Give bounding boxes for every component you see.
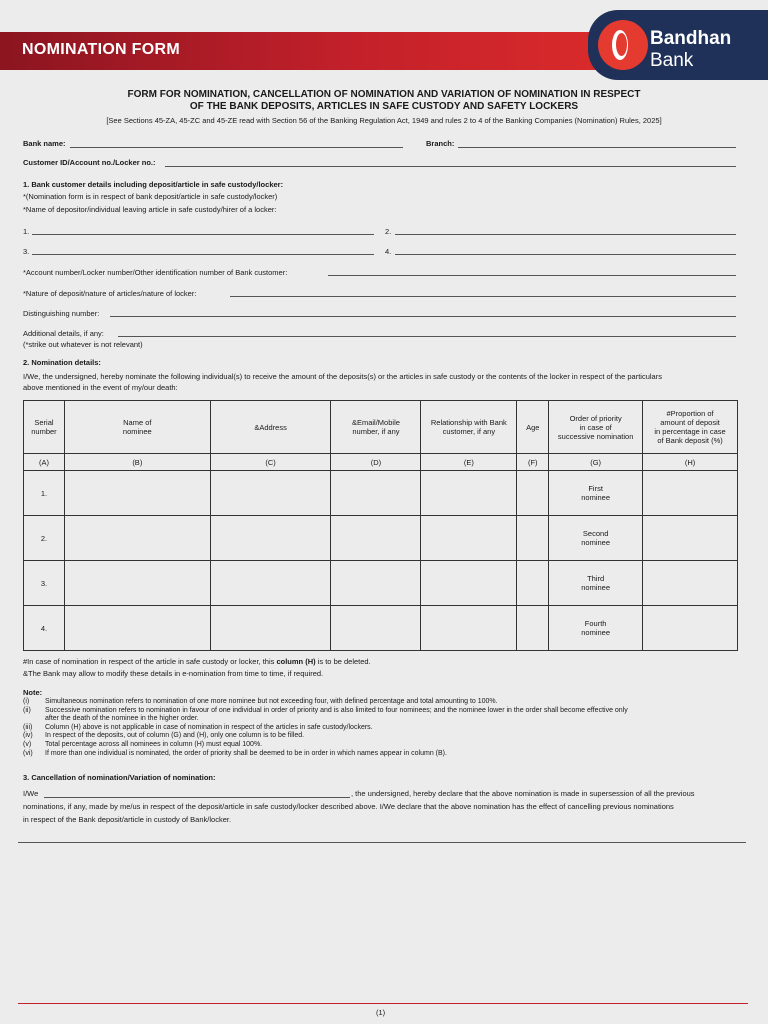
- section2-para-line1: I/We, the undersigned, hereby nominate the following individual(s) to receive the amount of the deposits(s) or the articles in safe custody or the contents of the locker in respect of the particulars: [23, 372, 662, 381]
- depositor-1-label: 1.: [23, 227, 30, 236]
- priority-cell: First nominee: [549, 471, 643, 516]
- section1-heading: 1. Bank customer details including deposit/article in safe custody/locker:: [23, 180, 284, 189]
- section3-line2: nominations, if any, made by me/us in respect of the deposit/article in safe custody/locker described above. I/We declare that the above nomination has the effect of cancelling previous nominations: [23, 802, 674, 811]
- letter-e: (E): [421, 454, 517, 471]
- note-item: (ii) Successive nomination refers to nomination in favour of one individual in order of priority and is also limited to four nominees; and the nominee lower in the order shall become effective only: [23, 706, 628, 714]
- table-header-row: [24, 401, 738, 454]
- logo-text-line1: Bandhan: [650, 28, 732, 49]
- table-letter-row: [24, 454, 738, 471]
- header-name: Name of nominee: [64, 401, 210, 454]
- notes-heading: Note:: [23, 688, 43, 697]
- email-cell[interactable]: [331, 516, 421, 561]
- address-cell[interactable]: [210, 561, 331, 606]
- section3-heading: 3. Cancellation of nomination/Variation of nomination:: [23, 773, 216, 782]
- relationship-cell[interactable]: [421, 606, 517, 651]
- header-proportion: #Proportion of amount of deposit in percentage in case of Bank deposit (%): [643, 401, 738, 454]
- note-item: after the death of the nominee in the higher order.: [45, 715, 199, 723]
- letter-d: (D): [331, 454, 421, 471]
- nominee-name-cell[interactable]: [64, 561, 210, 606]
- letter-f: (F): [517, 454, 549, 471]
- account-number-label: *Account number/Locker number/Other identification number of Bank customer:: [23, 268, 288, 277]
- note-item: (v) Total percentage across all nominees in column (H) must equal 100%.: [23, 740, 263, 748]
- depositor-2-field[interactable]: [395, 234, 736, 235]
- depositor-3-label: 3.: [23, 247, 30, 256]
- footer-divider: [18, 1003, 748, 1004]
- address-cell[interactable]: [210, 471, 331, 516]
- section3-line1: , the undersigned, hereby declare that the above nomination is made in supersession of all the previous: [351, 789, 695, 798]
- age-cell[interactable]: [517, 516, 549, 561]
- header-relationship: Relationship with Bank customer, if any: [421, 401, 517, 454]
- letter-g: (G): [549, 454, 643, 471]
- note-item: (iii) Column (H) above is not applicable in case of nomination in respect of the articles in safe custody/lockers.: [23, 723, 373, 731]
- relationship-cell[interactable]: [421, 516, 517, 561]
- relationship-cell[interactable]: [421, 471, 517, 516]
- logo-mark-icon: [598, 20, 648, 70]
- header-priority: Order of priority in case of successive nomination: [549, 401, 643, 454]
- section3-iwe: I/We: [23, 789, 39, 798]
- row-serial: 3.: [24, 561, 65, 606]
- form-title-line2: OF THE BANK DEPOSITS, ARTICLES IN SAFE CUSTODY AND SAFETY LOCKERS: [189, 101, 579, 112]
- note-item: (i) Simultaneous nomination refers to nomination of one more nominee but not exceeding four, with defined percentage and total amounting to 100%.: [23, 698, 498, 705]
- email-cell[interactable]: [331, 471, 421, 516]
- customer-id-label: Customer ID/Account no./Locker no.:: [23, 158, 156, 167]
- strike-note: (*strike out whatever is not relevant): [23, 340, 143, 349]
- relationship-cell[interactable]: [421, 561, 517, 606]
- depositor-1-field[interactable]: [32, 234, 374, 235]
- nominee-name-cell[interactable]: [64, 516, 210, 561]
- letter-a: (A): [24, 454, 65, 471]
- row-serial: 1.: [24, 471, 65, 516]
- footnote-hash: #In case of nomination in respect of the article in safe custody or locker, this column (H) is to be deleted.: [23, 657, 371, 666]
- letter-b: (B): [64, 454, 210, 471]
- header-age: Age: [517, 401, 549, 454]
- page-number: (1): [376, 1008, 386, 1017]
- distinguishing-field[interactable]: [110, 316, 736, 317]
- additional-label: Additional details, if any:: [23, 329, 104, 338]
- additional-field[interactable]: [118, 336, 736, 337]
- proportion-cell[interactable]: [643, 561, 738, 606]
- header-address: &Address: [210, 401, 331, 454]
- proportion-cell[interactable]: [643, 606, 738, 651]
- bank-name-field[interactable]: [70, 147, 403, 148]
- branch-field[interactable]: [458, 147, 736, 148]
- note-item: (iv) In respect of the deposits, out of column (G) and (H), only one column is to be filled.: [23, 732, 305, 740]
- nominee-name-cell[interactable]: [64, 471, 210, 516]
- account-number-field[interactable]: [328, 275, 736, 276]
- nature-label: *Nature of deposit/nature of articles/nature of locker:: [23, 289, 197, 298]
- age-cell[interactable]: [517, 606, 549, 651]
- bank-name-label: Bank name:: [23, 139, 66, 148]
- footnote-ampersand: &The Bank may allow to modify these details in e-nomination from time to time, if required.: [23, 669, 324, 678]
- table-row: [24, 516, 738, 561]
- form-subtitle: [See Sections 45-ZA, 45-ZC and 45-ZE read with Section 56 of the Banking Regulation Act, 1949 and rules 2 to 4 of the Banking Companies (Nomination) Rules, 2025]: [106, 116, 662, 125]
- depositor-3-field[interactable]: [32, 254, 374, 255]
- priority-cell: Second nominee: [549, 516, 643, 561]
- email-cell[interactable]: [331, 561, 421, 606]
- section2-para-line2: above mentioned in the event of my/our death:: [23, 383, 178, 392]
- address-cell[interactable]: [210, 516, 331, 561]
- section1-note1: *(Nomination form is in respect of bank deposit/article in safe custody/locker): [23, 192, 278, 201]
- letter-h: (H): [643, 454, 738, 471]
- depositor-2-label: 2.: [385, 227, 392, 236]
- table-row: [24, 606, 738, 651]
- section1-note2: *Name of depositor/individual leaving article in safe custody/hirer of a locker:: [23, 205, 277, 214]
- form-title-line1: FORM FOR NOMINATION, CANCELLATION OF NOMINATION AND VARIATION OF NOMINATION IN RESPECT: [127, 89, 641, 100]
- distinguishing-label: Distinguishing number:: [23, 309, 100, 318]
- row-serial: 2.: [24, 516, 65, 561]
- nature-field[interactable]: [230, 296, 736, 297]
- email-cell[interactable]: [331, 606, 421, 651]
- declarant-name-field[interactable]: [44, 797, 350, 798]
- header-email: &Email/Mobile number, if any: [331, 401, 421, 454]
- section2-heading: 2. Nomination details:: [23, 358, 101, 367]
- header-serial: Serial number: [24, 401, 65, 454]
- branch-label: Branch:: [426, 139, 455, 148]
- depositor-4-field[interactable]: [395, 254, 736, 255]
- section3-line3: in respect of the Bank deposit/article in custody of Bank/locker.: [23, 815, 232, 824]
- note-item: (vi) If more than one individual is nominated, the order of priority shall be deemed to be in order in which names appear in column (B).: [23, 749, 447, 757]
- depositor-4-label: 4.: [385, 247, 392, 256]
- nominee-name-cell[interactable]: [64, 606, 210, 651]
- bank-logo: [588, 10, 768, 80]
- page-title: NOMINATION FORM: [22, 41, 180, 58]
- proportion-cell[interactable]: [643, 516, 738, 561]
- nominee-table: [23, 400, 738, 651]
- table-row: [24, 561, 738, 606]
- age-cell[interactable]: [517, 561, 549, 606]
- priority-cell: Fourth nominee: [549, 606, 643, 651]
- priority-cell: Third nominee: [549, 561, 643, 606]
- logo-text-line2: Bank: [650, 50, 694, 71]
- age-cell[interactable]: [517, 471, 549, 516]
- letter-c: (C): [210, 454, 331, 471]
- row-serial: 4.: [24, 606, 65, 651]
- notes-list: [23, 698, 743, 758]
- customer-id-field[interactable]: [165, 166, 736, 167]
- table-row: [24, 471, 738, 516]
- address-cell[interactable]: [210, 606, 331, 651]
- section-divider: [18, 842, 746, 843]
- proportion-cell[interactable]: [643, 471, 738, 516]
